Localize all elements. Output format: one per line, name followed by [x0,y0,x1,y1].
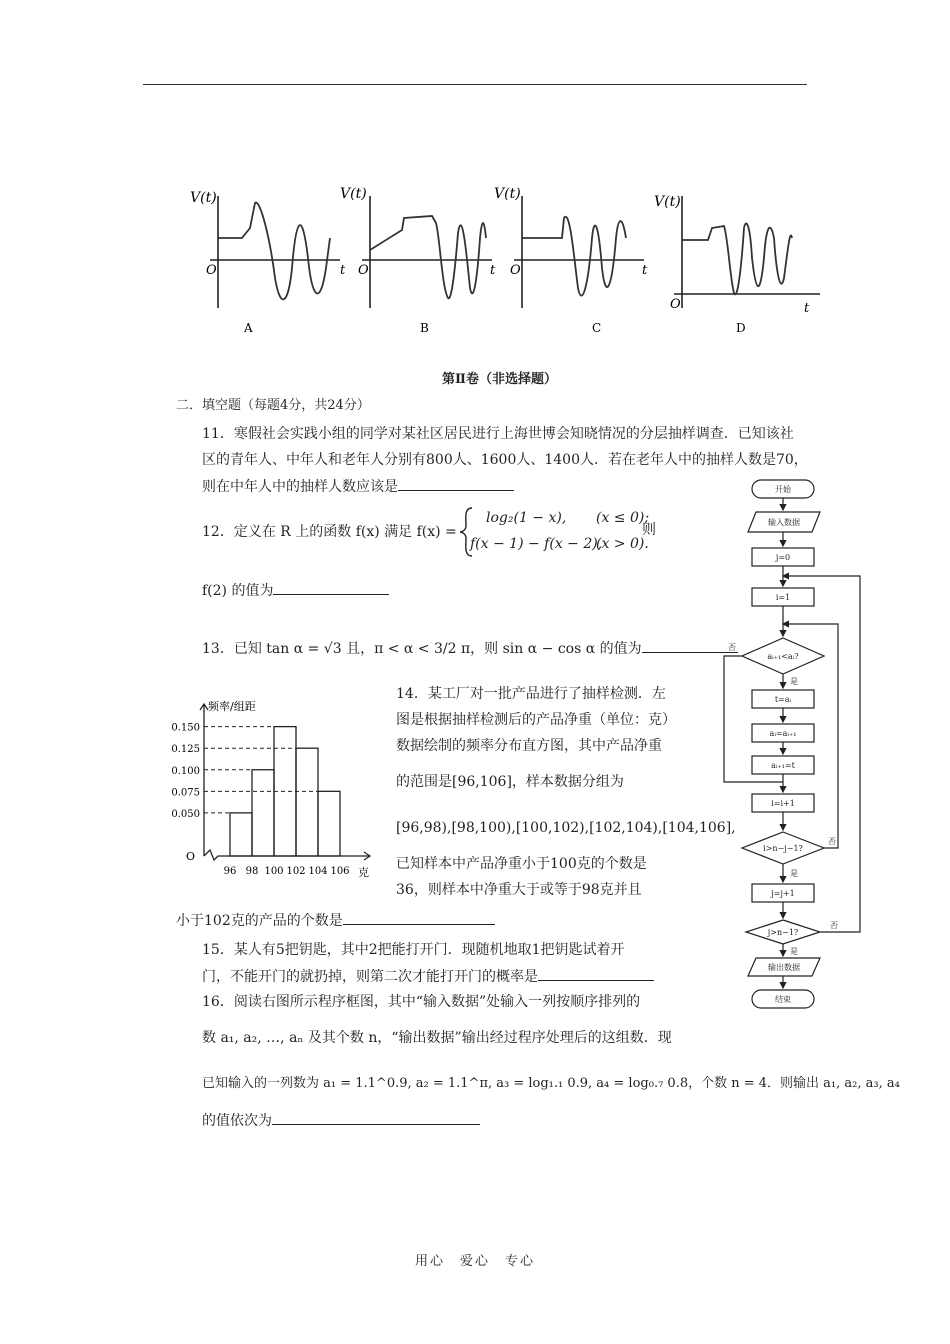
flow-cond1-label: aᵢ₊₁<aᵢ? [767,652,799,661]
flow-yes-label: 是 [790,947,798,956]
q14-line8-text: 小于102克的产品的个数是 [176,913,343,929]
axis-v-label: V(t) [340,186,367,202]
graph-b [340,186,496,335]
q12-case2: f(x − 1) − f(x − 2), [470,536,603,552]
q11-line1: 11．寒假社会实践小组的同学对某社区居民进行上海世博会知晓情况的分层抽样调查．已知该社 [202,426,794,442]
y-axis-label: 频率/组距 [208,700,256,713]
q14-answer-blank[interactable] [343,910,495,925]
q14-line3: 数据绘制的频率分布直方图，其中产品净重 [396,738,662,754]
graph-label-b: B [420,321,429,335]
axis-v-label: V(t) [494,186,521,202]
q11-line3-text: 则在中年人中的抽样人数应该是 [202,479,398,495]
flow-output-label: 输出数据 [768,963,800,972]
flow-init-j-label: j=0 [775,553,791,562]
x-axis [204,850,370,860]
flow-swap1-label: t=aᵢ [774,695,792,704]
y-tick-label: 0.100 [171,765,200,777]
q14-line1: 14．某工厂对一批产品进行了抽样检测．左 [396,686,666,702]
q14-line6: 已知样本中产品净重小于100克的个数是 [396,856,647,872]
q14-line7: 36，则样本中净重大于或等于98克并且 [396,882,642,898]
flow-no-label: 否 [728,643,736,652]
q14-line4: 的范围是[96,106]，样本数据分组为 [396,774,624,790]
q13-text: 13．已知 tan α = √3 且，π < α < 3/2 π，则 sin α − cos α 的值为 [202,641,642,657]
histogram-bar [296,748,318,856]
y-tick-label: 0.075 [171,787,200,799]
q12-case1: log₂(1 − x), [486,510,567,526]
histogram-bar [230,813,252,856]
page-footer: 用心 爱心 专心 [414,1254,535,1269]
q15-line2-text: 门，不能开门的就扔掉，则第二次才能打开门的概率是 [202,969,538,985]
axis-t-label: t [804,301,810,316]
histogram-bar [252,770,274,856]
x-tick-label: 98 [245,866,259,877]
q16-line1: 16．阅读右图所示程序框图，其中“输入数据”处输入一列按顺序排列的 [202,994,641,1010]
q12-answer-blank[interactable] [273,580,389,595]
y-tick-label: 0.150 [171,722,200,734]
x-tick-label: 96 [223,866,237,877]
q14-line8 [176,910,495,931]
q16-line2: 数 a₁, a₂, …, aₙ 及其个数 n，“输出数据”输出经过程序处理后的这组数．现 [202,1030,672,1046]
graph-label-c: C [592,321,602,335]
graph-a [190,190,346,335]
flow-yes-label: 是 [790,677,798,686]
q11-answer-blank[interactable] [398,476,514,491]
q12-line2-text: f(2) 的值为 [202,583,274,599]
flow-swap2-label: aᵢ=aᵢ₊₁ [769,729,797,738]
q15-line2 [202,966,654,987]
flow-input-label: 输入数据 [768,518,800,527]
histogram-bar [318,791,340,856]
origin-label: O [670,297,681,312]
x-tick-label: 102 [286,866,306,877]
answer-graphs [180,178,840,348]
graph-c [494,186,648,335]
graph-label-d: D [736,321,746,335]
flow-cond3-label: j>n−1? [767,928,799,937]
x-tick-label: 104 [308,866,328,877]
q13-line [202,638,738,659]
q12-prefix: 12．定义在 R 上的函数 f(x) 满足 f(x) = [202,524,457,540]
origin-label: O [186,850,196,863]
q11-line2: 区的青年人、中年人和老年人分别有800人、1600人、1400人．若在老年人中的抽样人数是70， [202,452,808,468]
flow-end-label: 结束 [775,995,791,1004]
q16-line3: 已知输入的一列数为 a₁ = 1.1^0.9, a₂ = 1.1^π, a₃ = log₁.₁ 0.9, a₄ = log₀.₇ 0.8，个数 n = 4．则输出 a₁, a₂, a₃, a₄ [202,1076,900,1091]
flow-cond2-label: i>n−j−1? [763,844,803,853]
header-rule [143,84,807,85]
flow-init-i-label: i=1 [775,593,791,602]
flow-start-label: 开始 [775,485,791,494]
q14-line5: [96,98),[98,100),[100,102),[102,104),[104,106], [396,820,736,836]
section-heading: 二．填空题（每题4分，共24分） [176,398,370,413]
q16-answer-blank[interactable] [272,1110,480,1125]
q15-line1: 15．某人有5把钥匙，其中2把能打开门．现随机地取1把钥匙试着开 [202,942,625,958]
origin-label: O [206,263,217,278]
graph-d [654,194,820,335]
axis-t-label: t [340,263,346,278]
q14-line2: 图是根据抽样检测后的产品净重（单位：克） [396,712,676,728]
y-tick-label: 0.125 [171,744,200,756]
flow-no-label: 否 [830,921,838,930]
flow-yes-label: 是 [790,869,798,878]
origin-label: O [510,263,521,278]
q11-line3 [202,476,514,497]
q12-cond2: (x > 0). [596,536,649,552]
q15-answer-blank[interactable] [538,966,654,981]
axis-t-label: t [490,263,496,278]
graph-label-a: A [244,321,253,335]
x-tick-label: 106 [330,866,350,877]
flow-no-label: 否 [828,837,836,846]
q12-line2 [202,580,389,601]
flow-inc-i-label: i=i+1 [771,799,795,808]
flow-swap3-label: aᵢ₊₁=t [771,761,795,770]
flow-inc-j-label: j=j+1 [771,889,795,898]
x-tick-label: 100 [264,866,284,877]
x-axis-label: 克 [358,866,369,879]
q16-line4-text: 的值依次为 [202,1113,272,1129]
q12-cond1: (x ≤ 0); [596,510,650,526]
y-tick-label: 0.050 [171,808,200,820]
axis-t-label: t [642,263,648,278]
axis-v-label: V(t) [190,190,217,206]
q12-suffix: 则 [642,522,656,538]
program-flowchart [716,476,866,1012]
histogram [158,690,380,886]
axis-v-label: V(t) [654,194,681,210]
part2-title: 第Ⅱ卷（非选择题） [442,372,557,387]
origin-label: O [358,263,369,278]
q16-line4 [202,1110,480,1131]
